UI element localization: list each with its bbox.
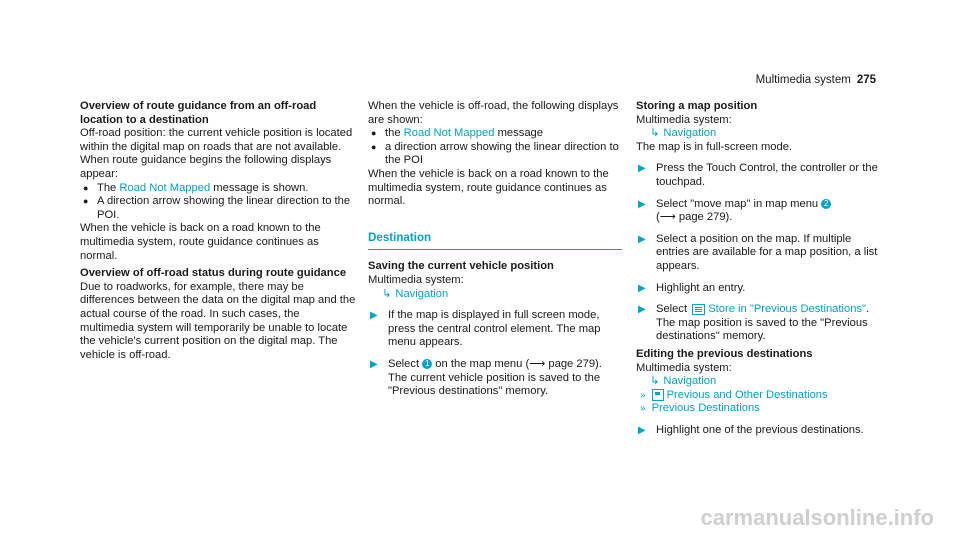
- nav-path: [368, 288, 622, 302]
- paragraph: When the vehicle is off-road, the following displays are shown:: [368, 100, 619, 126]
- watermark: carmanualsonline.info: [700, 505, 934, 531]
- page-number: 275: [856, 74, 876, 86]
- menu-path: [636, 402, 880, 416]
- arrow-icon: ↳: [650, 127, 660, 140]
- list-menu-icon: [692, 304, 705, 315]
- section-title: Multimedia system: [755, 74, 851, 86]
- step-arrow-icon: ▶: [638, 163, 646, 175]
- navigation-menu-label: Navigation: [395, 287, 449, 300]
- heading-save-position: Saving the current vehicle position: [368, 260, 554, 273]
- arrow-icon: ↳: [650, 375, 660, 388]
- navigation-menu-label: Navigation: [663, 127, 717, 140]
- heading-store-map-position: Storing a map position: [636, 100, 758, 112]
- step-arrow-icon: ▶: [638, 233, 646, 245]
- step-arrow-icon: ▶: [370, 358, 378, 370]
- road-not-mapped-label: Road Not Mapped: [119, 181, 211, 194]
- paragraph: Off-road position: the current vehicle position is located within the digital map on roads that are not available.: [80, 127, 353, 153]
- double-chevron-icon: »: [640, 389, 646, 401]
- list-item: ● a direction arrow showing the linear direction to the POI: [368, 141, 622, 168]
- nav-path: [636, 127, 880, 141]
- previous-destinations-label: Previous Destinations: [651, 402, 760, 415]
- menu-path: [636, 389, 880, 403]
- column-2: [368, 100, 622, 399]
- step: ▶ Select a position on the map. If multiple entries are available for a map position, a list appears.: [638, 232, 878, 272]
- bullet-icon: ●: [83, 182, 89, 193]
- road-not-mapped-label: Road Not Mapped: [403, 127, 495, 140]
- arrow-icon: ↳: [382, 287, 392, 300]
- page-ref-arrow-icon: ⟶: [529, 357, 546, 370]
- step-arrow-icon: ▶: [370, 310, 378, 322]
- section-heading-destination: Destination: [368, 231, 622, 251]
- page-ref-arrow-icon: ⟶: [659, 211, 676, 224]
- paragraph: The map is in full-screen mode.: [636, 140, 793, 153]
- navigation-menu-label: Navigation: [663, 375, 717, 388]
- previous-other-destinations-label: Previous and Other Destinations: [666, 388, 828, 401]
- nav-path: [636, 375, 880, 389]
- callout-number: 1: [422, 359, 432, 369]
- step: ▶ Highlight one of the previous destinations.: [638, 423, 864, 436]
- system-label: Multimedia system:: [636, 361, 732, 374]
- step: ▶ Select 1 on the map menu (⟶ page 279). The current vehicle position is saved to the "Previous destinations" memory.: [370, 357, 602, 398]
- system-label: Multimedia system:: [368, 273, 464, 286]
- column-3: [636, 100, 880, 437]
- bullet-icon: ●: [83, 196, 89, 207]
- callout-number: 2: [821, 199, 831, 209]
- step: ▶ Select Store in "Previous Destinations". The map position is saved to the "Previous destinations" memory.: [638, 303, 870, 343]
- double-chevron-icon: »: [640, 403, 646, 415]
- step-arrow-icon: ▶: [638, 282, 646, 294]
- step: ▶ If the map is displayed in full screen mode, press the central control element. The map menu appears.: [370, 309, 601, 349]
- page-header: [756, 74, 876, 88]
- heading-offroad-status: Overview of off-road status during route guidance: [80, 267, 347, 280]
- store-previous-destinations-label: Store in "Previous Destinations": [708, 303, 867, 316]
- bullet-icon: ●: [371, 128, 377, 139]
- list-item: ● The Road Not Mapped message is shown.: [80, 182, 356, 196]
- paragraph: When the vehicle is back on a road known to the multimedia system, route guidance continues as normal.: [368, 167, 609, 208]
- step: ▶ Select "move map" in map menu 2 (⟶ page 279).: [636, 198, 880, 225]
- list-item: ● the Road Not Mapped message: [368, 127, 622, 141]
- step: ▶ Highlight an entry.: [638, 281, 746, 294]
- step-arrow-icon: ▶: [638, 304, 646, 316]
- system-label: Multimedia system:: [636, 113, 732, 126]
- step: ▶ Press the Touch Control, the controller or the touchpad.: [638, 162, 878, 188]
- heading-edit-previous: Editing the previous destinations: [636, 347, 813, 360]
- bullet-icon: ●: [371, 141, 377, 152]
- step-arrow-icon: ▶: [638, 424, 646, 436]
- step-arrow-icon: ▶: [638, 198, 646, 210]
- paragraph: When the vehicle is back on a road known to the multimedia system, route guidance continues as normal.: [80, 222, 321, 262]
- flag-icon: [652, 389, 664, 401]
- paragraph: Due to roadworks, for example, there may be differences between the data on the digital map and the actual course of the road. In such cases, the multimedia system will temporarily be unable to locate the vehicle's current position on the digital map. The vehicle is off-road.: [80, 280, 356, 361]
- paragraph: When route guidance begins the following displays appear:: [80, 154, 332, 180]
- list-item: ● A direction arrow showing the linear direction to the POI.: [80, 195, 356, 222]
- heading-offroad-overview: Overview of route guidance from an off-road location to a destination: [80, 100, 317, 126]
- column-1: [80, 100, 356, 362]
